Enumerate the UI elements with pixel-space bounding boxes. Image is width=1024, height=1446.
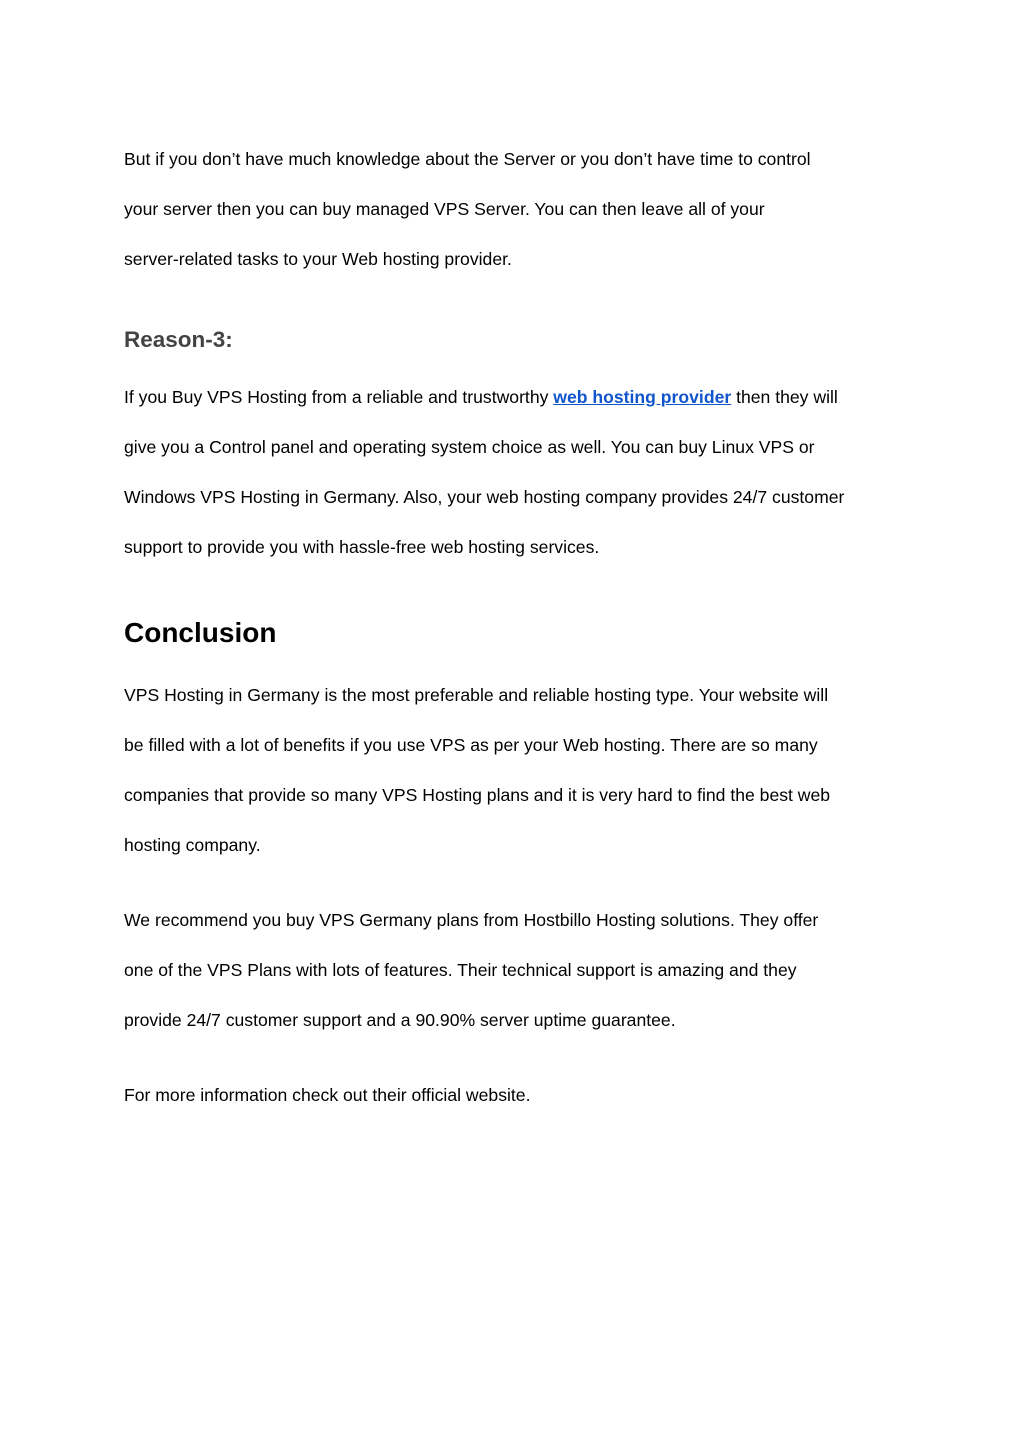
- text-line: server-related tasks to your Web hosting provider.: [124, 249, 512, 269]
- text-line: [124, 385, 914, 410]
- text-line: one of the VPS Plans with lots of features. Their technical support is amazing and they: [124, 960, 797, 980]
- conclusion-paragraph-1: [124, 658, 914, 883]
- text-line: support to provide you with hassle-free web hosting services.: [124, 537, 600, 557]
- text-before-link: If you Buy VPS Hosting from a reliable and trustworthy: [124, 387, 554, 407]
- conclusion-paragraph-3: [124, 1058, 914, 1133]
- text-line: We recommend you buy VPS Germany plans from Hostbillo Hosting solutions. They offer: [124, 910, 819, 930]
- web-hosting-provider-link[interactable]: web hosting provider: [553, 387, 732, 407]
- text-line: Windows VPS Hosting in Germany. Also, your web hosting company provides 24/7 customer: [124, 487, 845, 507]
- text-line: But if you don’t have much knowledge about the Server or you don’t have time to control: [124, 149, 811, 169]
- conclusion-paragraph-2: [124, 883, 914, 1058]
- text-line: be filled with a lot of benefits if you use VPS as per your Web hosting. There are so many: [124, 735, 818, 755]
- conclusion-heading: Conclusion: [124, 617, 277, 648]
- text-line: your server then you can buy managed VPS Server. You can then leave all of your: [124, 199, 765, 219]
- text-line: give you a Control panel and operating system choice as well. You can buy Linux VPS or: [124, 437, 815, 457]
- document-body: [124, 122, 914, 1133]
- text-line: provide 24/7 customer support and a 90.90% server uptime guarantee.: [124, 1010, 676, 1030]
- text-line: For more information check out their official website.: [124, 1085, 531, 1105]
- reason-3-paragraph: [124, 360, 914, 585]
- text-line: hosting company.: [124, 835, 261, 855]
- text-line: companies that provide so many VPS Hosting plans and it is very hard to find the best web: [124, 785, 831, 805]
- intro-paragraph: [124, 122, 914, 297]
- text-after-link: then they will: [731, 387, 838, 407]
- reason-3-heading: Reason-3:: [124, 327, 233, 352]
- text-line: VPS Hosting in Germany is the most preferable and reliable hosting type. Your website will: [124, 685, 829, 705]
